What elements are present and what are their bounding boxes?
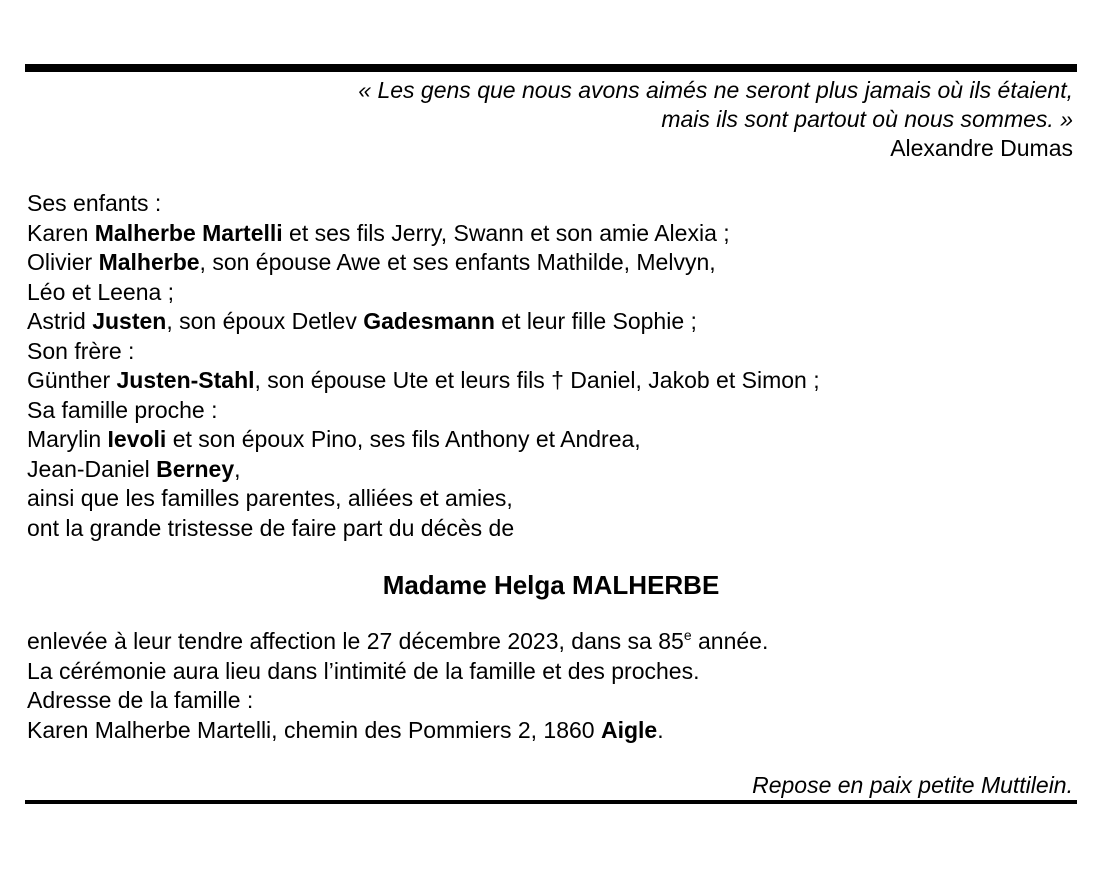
- announcement-intro: ont la grande tristesse de faire part du décès de: [27, 514, 515, 541]
- ceremony-line: La cérémonie aura lieu dans l’intimité de la famille et des proches.: [27, 657, 700, 684]
- children-heading: Ses enfants :: [27, 190, 162, 216]
- surname: Justen-Stahl: [116, 367, 255, 393]
- family-line-jean-daniel: Jean-Daniel Berney,: [27, 455, 241, 482]
- deceased-name: Madame Helga MALHERBE: [382, 570, 720, 600]
- address-heading: Adresse de la famille :: [27, 687, 254, 713]
- passing-line: enlevée à leur tendre affection le 27 décembre 2023, dans sa 85e année.: [27, 627, 769, 654]
- surname: Justen: [92, 308, 167, 334]
- family-address: Karen Malherbe Martelli, chemin des Pommiers 2, 1860 Aigle.: [27, 716, 664, 743]
- relatives-line: ainsi que les familles parentes, alliées et amies,: [27, 485, 513, 511]
- bottom-rule: [25, 800, 1077, 804]
- family-list: [27, 189, 1067, 543]
- quote-line-1: « Les gens que nous avons aimés ne seront plus jamais où ils étaient,: [358, 77, 1073, 103]
- ordinal-suffix: e: [683, 627, 692, 643]
- family-line-olivier: Olivier Malherbe, son épouse Awe et ses enfants Mathilde, Melvyn,: [27, 249, 716, 275]
- family-line-gunther: Günther Justen-Stahl, son épouse Ute et leurs fils † Daniel, Jakob et Simon ;: [27, 367, 820, 393]
- surname: Berney: [156, 455, 235, 482]
- quote-author: Alexandre Dumas: [890, 135, 1073, 161]
- closing-line: Repose en paix petite Muttilein.: [752, 772, 1073, 798]
- notice-details: [27, 627, 1067, 745]
- surname: Gadesmann: [363, 308, 495, 334]
- brother-heading: Son frère :: [27, 337, 135, 364]
- top-rule: [25, 64, 1077, 72]
- address-city: Aigle: [600, 716, 658, 743]
- family-line-astrid: Astrid Justen, son époux Detlev Gadesmann et leur fille Sophie ;: [27, 308, 697, 334]
- close-family-heading: Sa famille proche :: [27, 396, 218, 423]
- family-line-olivier-cont: Léo et Leena ;: [27, 278, 175, 305]
- epigraph-quote: [73, 76, 1073, 163]
- surname: Ievoli: [107, 426, 167, 452]
- surname: Malherbe Martelli: [94, 219, 283, 246]
- obituary-notice: [25, 0, 1077, 872]
- family-line-marylin: Marylin Ievoli et son époux Pino, ses fils Anthony et Andrea,: [27, 426, 641, 452]
- family-line-karen: Karen Malherbe Martelli et ses fils Jerry, Swann et son amie Alexia ;: [27, 219, 730, 246]
- quote-line-2: mais ils sont partout où nous sommes. »: [661, 106, 1073, 132]
- surname: Malherbe: [98, 249, 200, 275]
